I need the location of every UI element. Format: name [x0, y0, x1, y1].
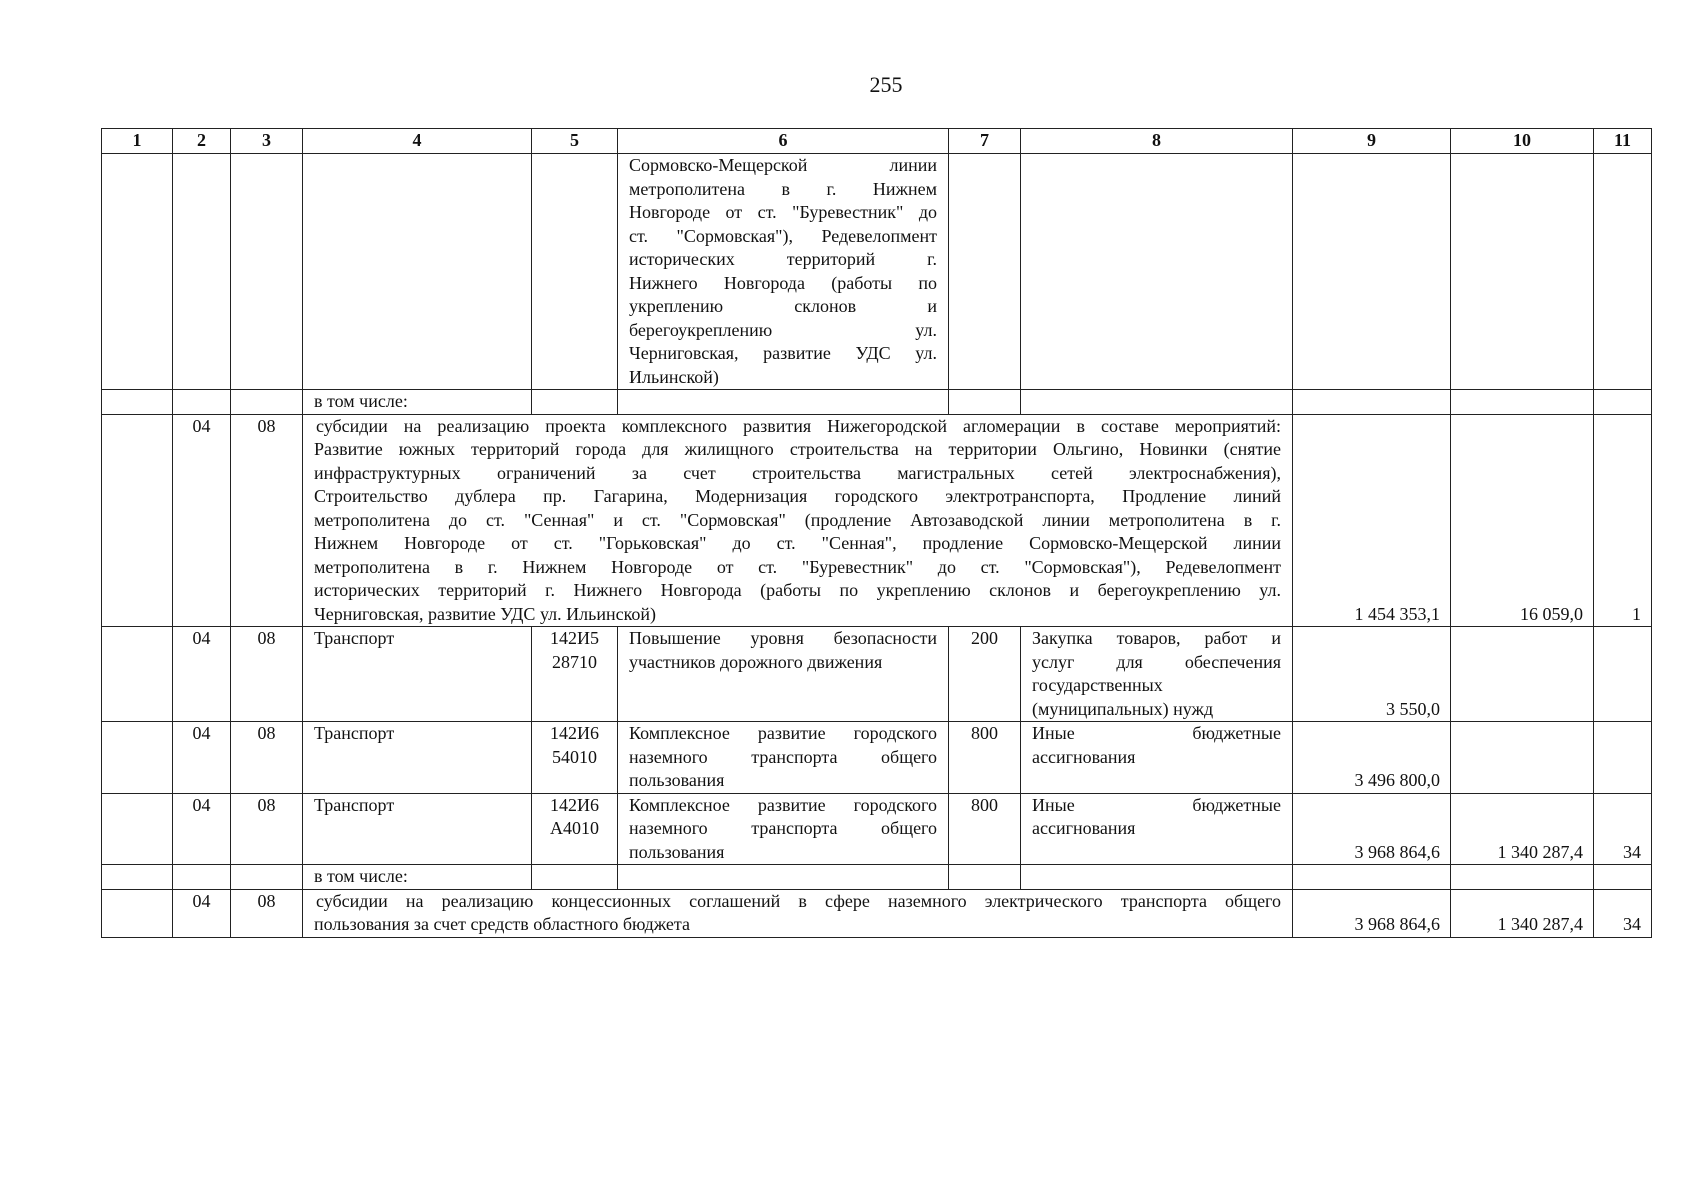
- section-name: Транспорт: [303, 722, 532, 794]
- header-col-1: 1: [102, 129, 173, 154]
- section-code: 04: [173, 627, 231, 722]
- subsection-code: 08: [231, 889, 303, 937]
- amount-col-11: [1594, 627, 1652, 722]
- amount-col-9: 1 454 353,1: [1293, 414, 1451, 627]
- amount-col-9: 3 550,0: [1293, 627, 1451, 722]
- section-code: 04: [173, 889, 231, 937]
- expense-type-description: Иные бюджетные ассигнования: [1021, 722, 1293, 794]
- header-col-9: 9: [1293, 129, 1451, 154]
- target-article-code: 142И6 54010: [532, 722, 618, 794]
- in-that-number-label: в том числе:: [303, 865, 532, 890]
- table-row: [102, 154, 1652, 390]
- amount-col-11: 1: [1594, 414, 1652, 627]
- amount-col-9: 3 968 864,6: [1293, 793, 1451, 865]
- table-row: [102, 627, 1652, 722]
- subsidy-description: субсидии на реализацию концессионных соглашений в сфере наземного электрического транспорта общего пользования за счет средств областного бюджета: [303, 889, 1293, 937]
- subsection-code: 08: [231, 414, 303, 627]
- article-description: Повышение уровня безопасности участников дорожного движения: [618, 627, 949, 722]
- table-row: [102, 414, 1652, 627]
- table-row: [102, 793, 1652, 865]
- subsection-code: 08: [231, 627, 303, 722]
- table-row: [102, 865, 1652, 890]
- expense-type-code: 800: [949, 793, 1021, 865]
- subsidy-description: субсидии на реализацию проекта комплексного развития Нижегородской агломерации в составе мероприятий: Развитие южных территорий города для жилищного строительства на территории Ольгино, Новинки (снятие инфраструктурных ограничений за счет строительства магистральных сетей электроснабжения), Строительство дублера пр. Гагарина, Модернизация городского электротранспорта, Продление линий метрополитена до ст. "Сенная" и ст. "Сормовская" (продление Автозаводской линии метрополитена в г. Нижнем Новгороде от ст. "Горьковская" до ст. "Сенная", продление Сормовско-Мещерской линии метрополитена в г. Нижнем Новгороде от ст. "Буревестник" до ст. "Сормовская"), Редевелопмент исторических территорий г. Нижнего Новгорода (работы по укреплению склонов и берегоукреплению ул. Черниговская, развитие УДС ул. Ильинской): [303, 414, 1293, 627]
- header-col-11: 11: [1594, 129, 1652, 154]
- subsection-code: 08: [231, 722, 303, 794]
- section-code: 04: [173, 414, 231, 627]
- article-description: Комплексное развитие городского наземного транспорта общего пользования: [618, 722, 949, 794]
- header-col-3: 3: [231, 129, 303, 154]
- table-row: [102, 390, 1652, 415]
- expense-type-code: 800: [949, 722, 1021, 794]
- amount-col-11: [1594, 722, 1652, 794]
- amount-col-10: 1 340 287,4: [1451, 889, 1594, 937]
- section-code: 04: [173, 793, 231, 865]
- header-col-4: 4: [303, 129, 532, 154]
- in-that-number-label: в том числе:: [303, 390, 532, 415]
- amount-col-10: 16 059,0: [1451, 414, 1594, 627]
- article-description: Комплексное развитие городского наземного транспорта общего пользования: [618, 793, 949, 865]
- table-header-row: [102, 129, 1652, 154]
- header-col-10: 10: [1451, 129, 1594, 154]
- amount-col-11: 34: [1594, 793, 1652, 865]
- continuation-description: Сормовско-Мещерской линии метрополитена в г. Нижнем Новгороде от ст. "Буревестник" до ст. "Сормовская"), Редевелопмент исторических территорий г. Нижнего Новгорода (работы по укреплению склонов и берегоукреплению ул. Черниговская, развитие УДС ул. Ильинской): [618, 154, 949, 390]
- subsection-code: 08: [231, 793, 303, 865]
- amount-col-10: 1 340 287,4: [1451, 793, 1594, 865]
- section-name: Транспорт: [303, 627, 532, 722]
- amount-col-9: 3 968 864,6: [1293, 889, 1451, 937]
- header-col-7: 7: [949, 129, 1021, 154]
- header-col-2: 2: [173, 129, 231, 154]
- table-row: [102, 889, 1652, 937]
- amount-col-11: 34: [1594, 889, 1652, 937]
- amount-col-10: [1451, 627, 1594, 722]
- table-row: [102, 722, 1652, 794]
- header-col-6: 6: [618, 129, 949, 154]
- target-article-code: 142И6 А4010: [532, 793, 618, 865]
- amount-col-10: [1451, 722, 1594, 794]
- section-name: Транспорт: [303, 793, 532, 865]
- expense-type-description: Закупка товаров, работ и услуг для обеспечения государственных (муниципальных) нужд: [1021, 627, 1293, 722]
- page-number: 255: [869, 72, 903, 97]
- expense-type-code: 200: [949, 627, 1021, 722]
- section-code: 04: [173, 722, 231, 794]
- header-col-8: 8: [1021, 129, 1293, 154]
- budget-table: [101, 128, 1652, 938]
- amount-col-9: 3 496 800,0: [1293, 722, 1451, 794]
- target-article-code: 142И5 28710: [532, 627, 618, 722]
- expense-type-description: Иные бюджетные ассигнования: [1021, 793, 1293, 865]
- header-col-5: 5: [532, 129, 618, 154]
